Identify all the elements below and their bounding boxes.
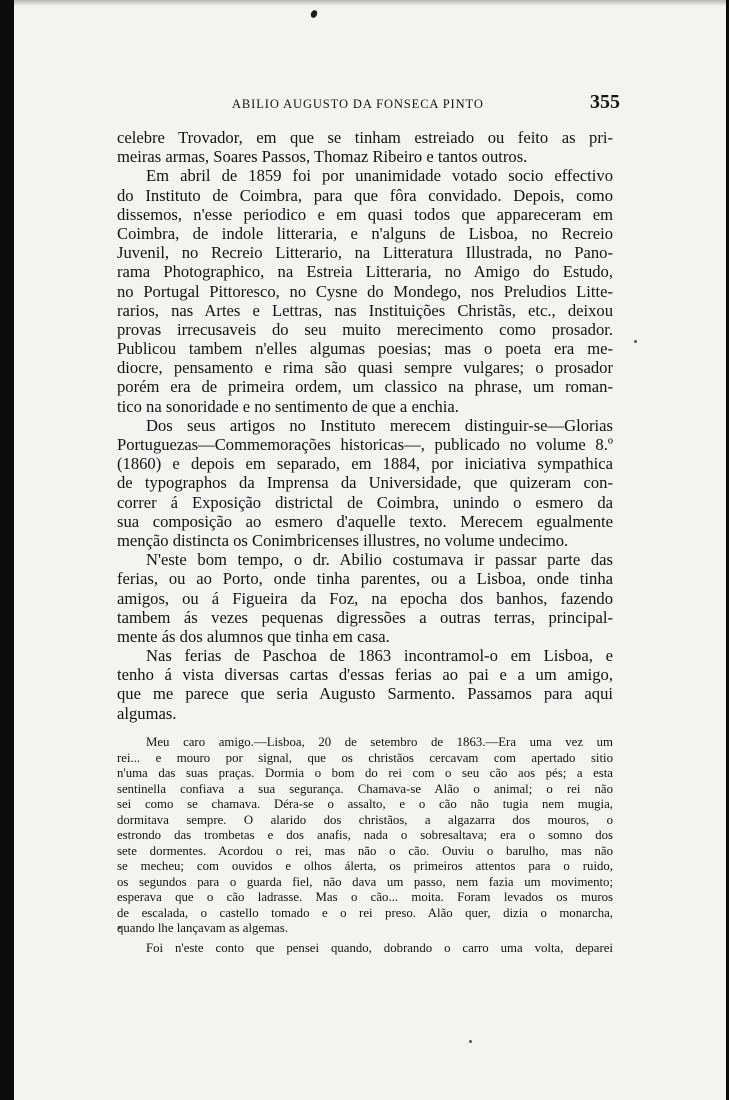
text-line: Coimbra, de indole litteraria, e n'alguns de Lisboa, no Recreio [117, 223, 613, 243]
letter-line: sentinella confiava a sua segurança. Chamava-se Alão o animal; o rei não [117, 781, 613, 796]
text-line: tenho á vista diversas cartas d'essas ferias ao pai e a um amigo, [117, 665, 613, 685]
text-line: (1860) e depois em separado, em 1884, por iniciativa sympathica [117, 454, 613, 474]
closing-line: Foi n'este conto que pensei quando, dobrando o carro uma volta, deparei [146, 941, 613, 955]
text-line: tambem ás vezes pequenas digressões a outras terras, principal- [117, 607, 613, 627]
letter-line: dormitava sempre. O alarido dos christãos, a algazarra dos mouros, o [117, 812, 613, 827]
text-line: ferias, ou ao Porto, onde tinha parentes, ou a Lisboa, onde tinha [117, 569, 613, 589]
text-line: Juvenil, no Recreio Litterario, na Litteratura Illustrada, no Pano- [117, 243, 613, 263]
speck [634, 340, 637, 343]
letter-line: estrondo das trombetas e dos anafis, nada o sobresaltava; era o somno dos [117, 828, 613, 842]
text-line: menção distincta os Conimbricenses illustres, no volume undecimo. [117, 530, 569, 550]
letter-line: n'uma das suas praças. Dormia o bom do rei com o seu cão aos pés; a esta [117, 766, 613, 780]
text-line: dissemos, n'esse periodico e em quasi todos que appareceram em [117, 204, 613, 224]
letter-line: quando lhe lançavam as algemas. [117, 921, 288, 935]
page-top-edge [14, 0, 726, 6]
text-line: que me parece que seria Augusto Sarmento. Passamos para aqui [117, 684, 613, 704]
speck [469, 1040, 472, 1043]
text-line: provas irrecusaveis do seu muito merecimento como prosador. [117, 319, 613, 339]
text-line: de typographos da Imprensa da Universidade, que quizeram con- [117, 473, 613, 493]
text-line: algumas. [117, 703, 177, 723]
letter-line: Meu caro amigo.—Lisboa, 20 de setembro de 1863.—Era uma vez um [146, 735, 613, 749]
text-line: N'este bom tempo, o dr. Abilio costumava ir passar parte das [146, 550, 613, 570]
page-number: 355 [590, 91, 620, 113]
text-line: correr á Exposição districtal de Coimbra, unindo o esmero da [117, 492, 613, 512]
letter-line: rei... e mouro por signal, que os christãos cercavam com apertado sitio [117, 750, 613, 765]
letter-line: de escalada, o castello tomado e o rei preso. Alão quer, dizia o monarcha, [117, 905, 613, 920]
letter-line: os segundos para o guarda fiel, não dava um passo, nem fazia um movimento; [117, 874, 613, 889]
text-line: sua composição ao esmero d'aquelle texto. Merecem egualmente [117, 511, 613, 531]
text-line: rarios, nas Artes e Lettras, nas Instituições Christãs, etc., deixou [117, 300, 613, 320]
quoted-letter [117, 735, 613, 937]
text-line: Nas ferias de Paschoa de 1863 incontramol-o em Lisboa, e [146, 646, 613, 666]
letter-line: se mecheu; com ouvidos e olhos álerta, os primeiros attentos para o ruido, [117, 859, 613, 873]
running-header [232, 91, 620, 114]
text-line: Dos seus artigos no Instituto merecem distinguir-se—Glorias [146, 415, 613, 435]
text-line: do Instituto de Coimbra, para que fôra convidado. Depois, como [117, 185, 613, 205]
text-line: porém era de primeira ordem, um classico na phrase, um roman- [117, 377, 613, 397]
main-text [117, 128, 613, 723]
ink-spot [310, 9, 319, 19]
text-line: amigos, ou á Figueira da Foz, na epocha dos banhos, fazendo [117, 588, 613, 608]
letter-line: esperava que o cão ladrasse. Mas o cão... moita. Foram levados os muros [117, 890, 613, 904]
text-line: Em abril de 1859 foi por unanimidade votado socio effectivo [146, 166, 613, 186]
letter-line: sei como se chamava. Déra-se o assalto, e o cão não tugia nem mugia, [117, 797, 613, 811]
text-line: Portuguezas—Commemorações historicas—, publicado no volume 8.º [117, 435, 613, 454]
text-line: rama Photographico, na Estreia Litteraria, no Amigo do Estudo, [117, 262, 613, 282]
text-line: celebre Trovador, em que se tinham estreiado ou feito as pri- [117, 128, 613, 147]
text-line: mente ás dos alumnos que tinha em casa. [117, 626, 390, 646]
closing-text [117, 941, 613, 957]
text-line: tico na sonoridade e no sentimento de que a enchia. [117, 396, 459, 416]
text-line: no Portugal Pittoresco, no Cysne do Mondego, nos Preludios Litte- [117, 281, 613, 301]
text-line: meiras armas, Soares Passos, Thomaz Ribeiro e tantos outros. [117, 147, 528, 167]
running-title: ABILIO AUGUSTO DA FONSECA PINTO [232, 97, 484, 111]
letter-line: sete dormentes. Acordou o rei, mas não o cão. Ouviu o barulho, mas não [117, 843, 613, 858]
text-line: diocre, pensamento e rima são quasi sempre vulgares; o prosador [117, 358, 613, 378]
text-line: Publicou tambem n'elles algumas poesias; mas o poeta era me- [117, 339, 613, 359]
